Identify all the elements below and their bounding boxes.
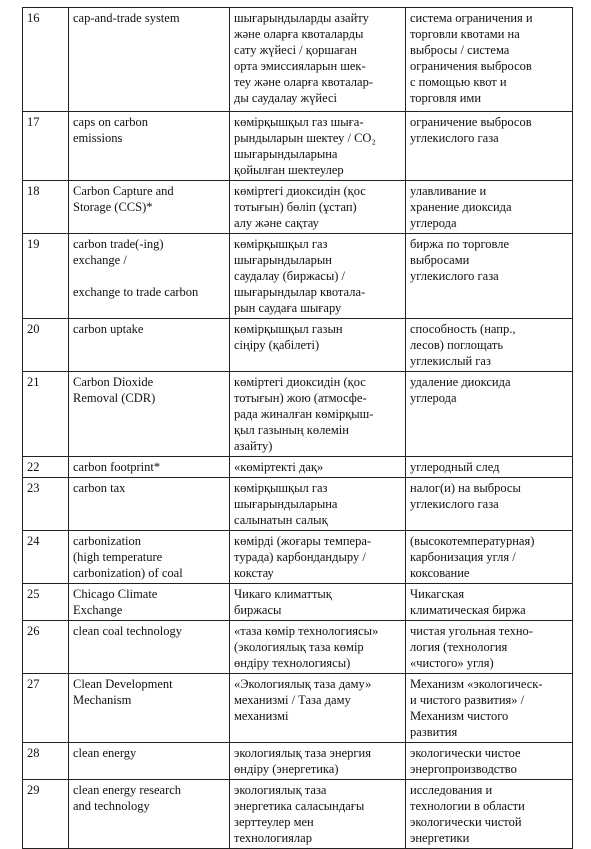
russian-term: улавливание и хранение диоксида углерода: [410, 184, 512, 230]
russian-term-cell: [406, 112, 573, 181]
term-number: 23: [27, 481, 40, 495]
russian-term-cell: [406, 234, 573, 319]
term-number-cell: [23, 478, 69, 531]
kazakh-term-cell: [230, 621, 406, 674]
term-number: 25: [27, 587, 40, 601]
english-term: carbonization (high temperature carbonization) of coal: [73, 534, 183, 580]
english-term-cell: [69, 743, 230, 780]
term-number-cell: [23, 181, 69, 234]
table-row: [23, 674, 573, 743]
english-term-cell: [69, 112, 230, 181]
russian-term-cell: [406, 8, 573, 112]
kazakh-term: экологиялық таза энергетика саласындағы зерттеулер мен технологиялар: [234, 783, 365, 845]
english-term-cell: [69, 457, 230, 478]
russian-term-cell: [406, 743, 573, 780]
kazakh-term-cell: [230, 780, 406, 849]
russian-term: углеродный след: [410, 460, 500, 474]
table-row: [23, 780, 573, 849]
kazakh-term-cell: [230, 112, 406, 181]
term-number-cell: [23, 457, 69, 478]
russian-term-cell: [406, 478, 573, 531]
kazakh-term: «Экологиялық таза даму» механизмі / Таза даму механизмі: [234, 677, 372, 723]
kazakh-term-cell: [230, 584, 406, 621]
term-number-cell: [23, 8, 69, 112]
term-number: 21: [27, 375, 40, 389]
term-number: 26: [27, 624, 40, 638]
table-row: [23, 743, 573, 780]
english-term-cell: [69, 531, 230, 584]
kazakh-term-cell: [230, 531, 406, 584]
english-term-cell: [69, 584, 230, 621]
kazakh-term-cell: [230, 372, 406, 457]
term-number: 17: [27, 115, 40, 129]
kazakh-term: көмірқышқыл газ шығарындыларына салынатын салық: [234, 481, 338, 527]
term-number-cell: [23, 372, 69, 457]
russian-term: удаление диоксида углерода: [410, 375, 511, 405]
english-term: Carbon Capture and Storage (CCS)*: [73, 184, 174, 214]
kazakh-term: көмірқышқыл газ шығарындыларын саудалау (биржасы) / шығарындылар квотала- рын саудаға шығару: [234, 237, 366, 315]
table-row: [23, 478, 573, 531]
table-row: [23, 621, 573, 674]
english-term-cell: [69, 319, 230, 372]
term-number-cell: [23, 743, 69, 780]
glossary-table-body: [23, 8, 573, 849]
kazakh-term: Чикаго климаттық биржасы: [234, 587, 332, 617]
english-term: carbon uptake: [73, 322, 144, 336]
english-term-cell: [69, 181, 230, 234]
table-row: [23, 112, 573, 181]
term-number-cell: [23, 780, 69, 849]
kazakh-term: экологиялық таза энергия өндіру (энергетика): [234, 746, 371, 776]
table-row: [23, 531, 573, 584]
russian-term: ограничение выбросов углекислого газа: [410, 115, 532, 145]
kazakh-term-cell: [230, 457, 406, 478]
russian-term: чистая угольная техно- логия (технология «чистого» угля): [410, 624, 533, 670]
kazakh-term: «көміртекті дақ»: [234, 460, 324, 474]
english-term: clean coal technology: [73, 624, 182, 638]
russian-term-cell: [406, 584, 573, 621]
term-number-cell: [23, 319, 69, 372]
term-number-cell: [23, 531, 69, 584]
kazakh-term-cell: [230, 319, 406, 372]
kazakh-term: шығарындыларды азайту және оларға квоталарды сату жүйесі / қоршаған орта эмиссияларын шек- теу және оларға квоталар- ды саудалау жүйесі: [234, 11, 373, 105]
english-term: clean energy research and technology: [73, 783, 182, 813]
table-row: [23, 234, 573, 319]
table-row: [23, 8, 573, 112]
russian-term-cell: [406, 372, 573, 457]
english-term: carbon trade(-ing) exchange / exchange to trade carbon: [73, 237, 199, 299]
kazakh-term-cell: [230, 478, 406, 531]
russian-term: биржа по торговле выбросами углекислого газа: [410, 237, 510, 283]
english-term: cap-and-trade system: [73, 11, 180, 25]
term-number: 20: [27, 322, 40, 336]
russian-term-cell: [406, 531, 573, 584]
glossary-table: [22, 7, 573, 849]
table-row: [23, 584, 573, 621]
term-number: 28: [27, 746, 40, 760]
kazakh-term: көміртегі диоксидін (қос тотығын) жою (атмосфе- рада жиналған көмірқыш- қыл газының көлемін азайту): [234, 375, 374, 453]
english-term: carbon footprint*: [73, 460, 161, 474]
english-term-cell: [69, 674, 230, 743]
russian-term-cell: [406, 674, 573, 743]
english-term-cell: [69, 478, 230, 531]
english-term: Carbon Dioxide Removal (CDR): [73, 375, 156, 405]
term-number-cell: [23, 234, 69, 319]
russian-term-cell: [406, 780, 573, 849]
english-term: caps on carbon emissions: [73, 115, 148, 145]
term-number-cell: [23, 584, 69, 621]
russian-term-cell: [406, 181, 573, 234]
kazakh-term: «таза көмір технологиясы» (экологиялық таза көмір өндіру технологиясы): [234, 624, 379, 670]
term-number: 29: [27, 783, 40, 797]
term-number-cell: [23, 621, 69, 674]
kazakh-term-cell: [230, 674, 406, 743]
kazakh-term-cell: [230, 8, 406, 112]
russian-term-cell: [406, 621, 573, 674]
russian-term: Чикагская климатическая биржа: [410, 587, 526, 617]
english-term-cell: [69, 372, 230, 457]
kazakh-term: көмірқышқыл газ шыға- рындыларын шектеу / CO₂ шығарындыларына қойылған шектеулер: [234, 115, 376, 177]
term-number: 27: [27, 677, 40, 691]
english-term: Clean Development Mechanism: [73, 677, 173, 707]
table-row: [23, 181, 573, 234]
term-number: 19: [27, 237, 40, 251]
kazakh-term-cell: [230, 181, 406, 234]
kazakh-term-cell: [230, 743, 406, 780]
russian-term-cell: [406, 319, 573, 372]
english-term: Chicago Climate Exchange: [73, 587, 158, 617]
russian-term: Механизм «экологическ- и чистого развития» / Механизм чистого развития: [410, 677, 543, 739]
english-term-cell: [69, 780, 230, 849]
table-row: [23, 319, 573, 372]
kazakh-term-cell: [230, 234, 406, 319]
russian-term: (высокотемпературная) карбонизация угля / коксование: [410, 534, 535, 580]
kazakh-term: көмірді (жоғары темпера- турада) карбондандыру / кокстау: [234, 534, 372, 580]
english-term: carbon tax: [73, 481, 126, 495]
english-term: clean energy: [73, 746, 137, 760]
russian-term: способность (напр., лесов) поглощать углекислый газ: [410, 322, 516, 368]
russian-term: система ограничения и торговли квотами на выбросы / система ограничения выбросов с помощью квот и торговля ими: [410, 11, 533, 105]
term-number: 16: [27, 11, 40, 25]
russian-term: исследования и технологии в области экологически чистой энергетики: [410, 783, 525, 845]
table-row: [23, 457, 573, 478]
kazakh-term: көмірқышқыл газын сіңіру (қабілеті): [234, 322, 343, 352]
term-number: 18: [27, 184, 40, 198]
term-number-cell: [23, 674, 69, 743]
russian-term: экологически чистое энергопроизводство: [410, 746, 521, 776]
term-number: 24: [27, 534, 40, 548]
russian-term: налог(и) на выбросы углекислого газа: [410, 481, 521, 511]
kazakh-term: көміртегі диоксидін (қос тотығын) бөліп (ұстап) алу және сақтау: [234, 184, 366, 230]
english-term-cell: [69, 621, 230, 674]
term-number-cell: [23, 112, 69, 181]
russian-term-cell: [406, 457, 573, 478]
english-term-cell: [69, 8, 230, 112]
table-row: [23, 372, 573, 457]
english-term-cell: [69, 234, 230, 319]
term-number: 22: [27, 460, 40, 474]
